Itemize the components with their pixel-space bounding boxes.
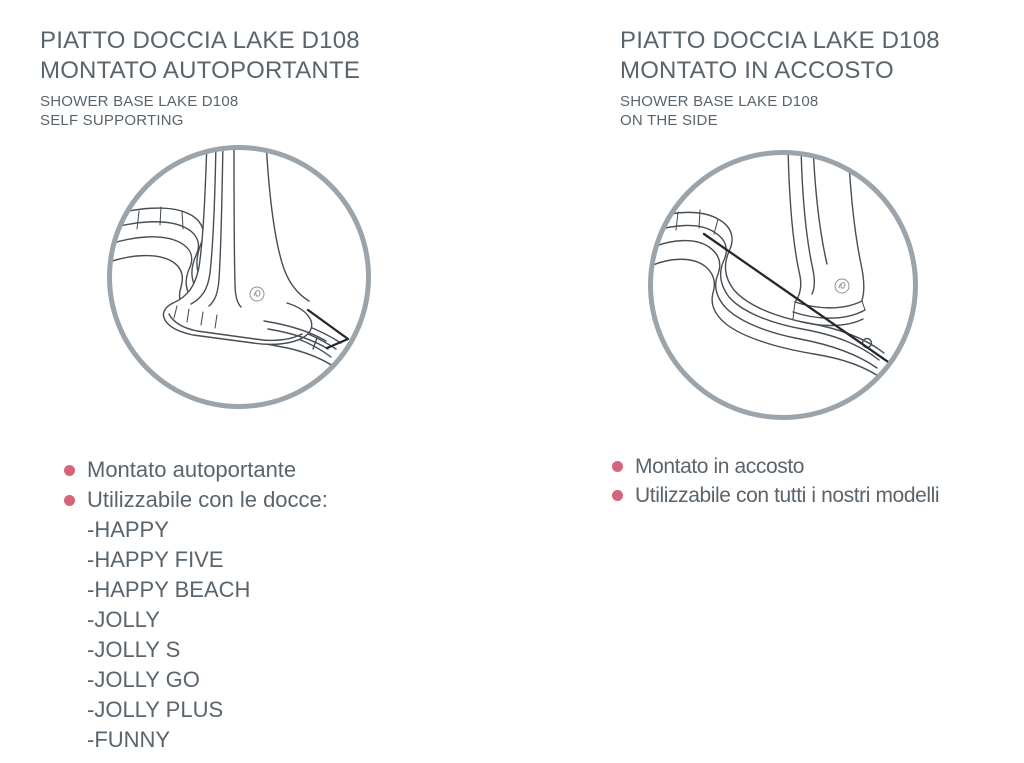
right-subtitle-line1: SHOWER BASE LAKE D108 [620,93,819,110]
right-subtitle-line2: ON THE SIDE [620,112,718,129]
circle-frame [651,153,916,418]
list-item [612,481,939,510]
left-feature-list [64,455,328,755]
list-item [64,455,328,485]
right-title-line2: MONTATO IN ACCOSTO [620,57,894,84]
left-subtitle-line2: SELF SUPPORTING [40,112,184,129]
list-item-label: Utilizzabile con le docce: [87,487,328,512]
right-illustration-on-the-side [644,146,922,424]
list-item-model: -JOLLY S [87,637,181,662]
bullet-dot [612,490,623,501]
on-the-side-drawing [644,146,922,424]
list-item-label: Utilizzabile con tutti i nostri modelli [635,484,940,507]
list-item-model: -JOLLY [87,607,160,632]
bullet-dot [64,495,75,506]
right-title-line1: PIATTO DOCCIA LAKE D108 [620,27,940,54]
left-title [40,26,360,86]
left-title-line2: MONTATO AUTOPORTANTE [40,57,361,84]
left-subtitle-line1: SHOWER BASE LAKE D108 [40,93,239,110]
list-item-model: -FUNNY [87,727,171,752]
list-item-model: -JOLLY PLUS [87,697,224,722]
bullet-dot [64,465,75,476]
list-item [64,485,328,515]
list-item-label: Montato in accosto [635,455,805,478]
list-item [612,452,939,481]
bullet-dot [612,461,623,472]
right-title [620,26,940,86]
right-header [620,26,940,130]
list-item-model: -HAPPY [87,517,169,542]
list-item-label: Montato autoportante [87,457,297,482]
right-subtitle [620,92,940,130]
list-item-model: -JOLLY GO [87,667,200,692]
left-title-line1: PIATTO DOCCIA LAKE D108 [40,27,360,54]
right-feature-list [612,452,939,510]
list-item-model: -HAPPY FIVE [87,547,224,572]
self-supporting-drawing [103,141,375,413]
left-illustration-self-supporting [103,141,375,413]
list-item-model: -HAPPY BEACH [87,577,251,602]
left-header [40,26,360,130]
left-subtitle [40,92,360,130]
shower-column-fill [163,141,311,344]
